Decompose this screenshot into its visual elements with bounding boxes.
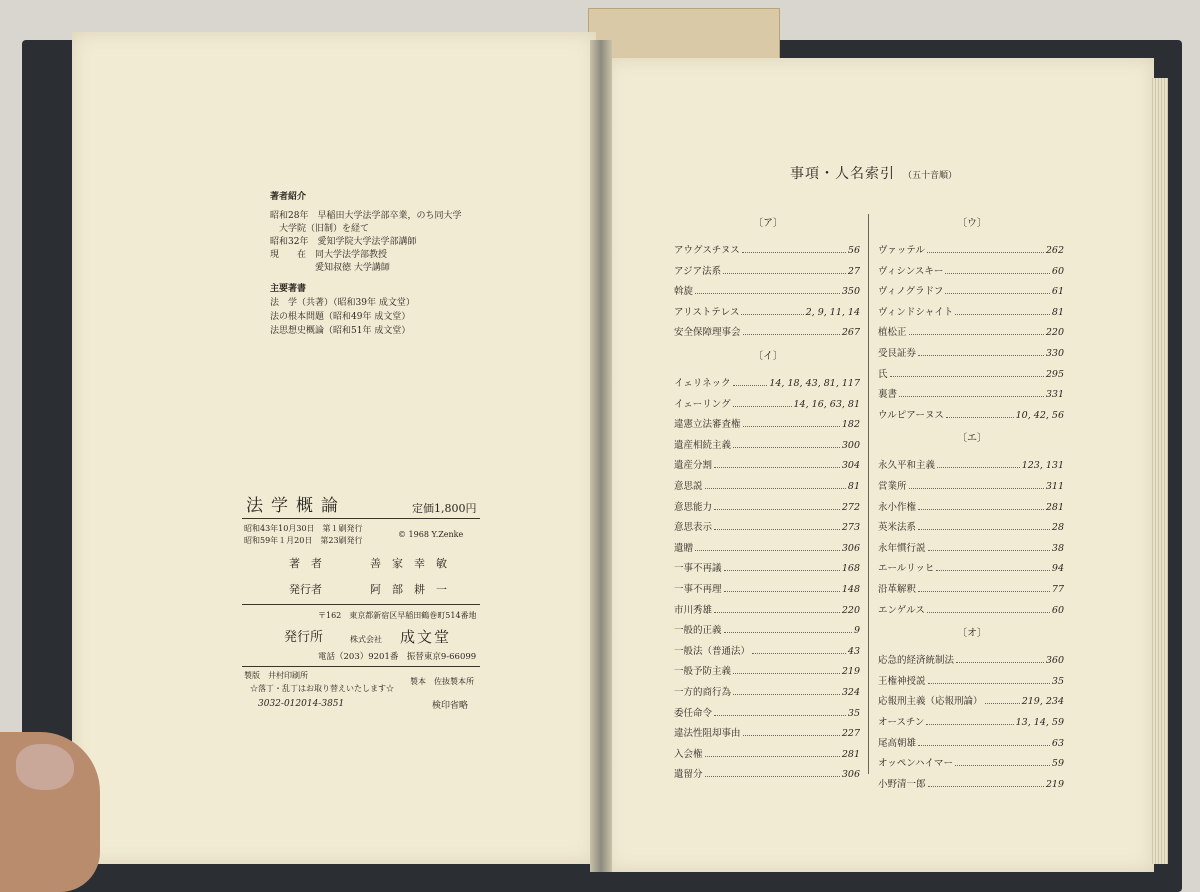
index-entry-term: ウルピアーヌス (878, 409, 944, 421)
index-entry (674, 457, 860, 471)
paper-tabs (588, 8, 780, 62)
index-entry (674, 766, 860, 780)
index-entry-term: アウグスチヌス (674, 245, 740, 256)
index-entry-pages: 220 (841, 604, 860, 616)
leader-dots (956, 662, 1044, 663)
index-entry-pages: 77 (1051, 584, 1064, 595)
leader-dots (918, 591, 1050, 592)
index-entry-pages: 311 (1045, 481, 1064, 492)
index-entry (878, 540, 1064, 554)
leader-dots (926, 724, 1013, 725)
works-line: 法の根本問題（昭和49年 成文堂） (270, 312, 411, 322)
index-entry (878, 304, 1064, 318)
leader-dots (723, 273, 846, 274)
leader-dots (705, 488, 846, 489)
index-entry (674, 622, 860, 636)
index-entry-pages: 220 (1045, 327, 1064, 339)
left-page (72, 32, 596, 864)
isbn: 3032-012014-3851 (258, 699, 345, 709)
page-edges (1150, 78, 1168, 864)
index-entry-pages: 360 (1045, 655, 1064, 667)
index-entry-term: 入会権 (674, 748, 703, 760)
index-entry-term: イェーリング (674, 398, 731, 410)
index-entry-pages: 295 (1045, 368, 1064, 380)
leader-dots (724, 591, 840, 592)
index-entry-pages: 281 (841, 748, 860, 760)
index-entry-term: 小野清一郎 (878, 778, 926, 790)
index-entry-pages: 148 (841, 584, 860, 595)
index-entry-term: イェリネック (674, 378, 731, 389)
leader-dots (918, 355, 1044, 356)
index-entry-term: 一般予防主義 (674, 666, 732, 678)
index-entry-pages: 63 (1051, 737, 1064, 749)
index-entry-pages: 94 (1051, 563, 1064, 575)
leader-dots (733, 694, 840, 695)
index-entry-pages: 61 (1051, 286, 1064, 298)
index-entry-term: 一方的商行為 (674, 687, 732, 698)
leader-dots (742, 252, 846, 253)
index-entry-term: オッペンハイマー (878, 758, 954, 770)
index-entry (878, 283, 1064, 297)
author-label: 著 者 (289, 557, 322, 570)
index-entry (674, 396, 860, 410)
index-entry-term: 営業所 (878, 481, 907, 492)
index-entry (878, 345, 1064, 359)
index-entry (878, 407, 1064, 421)
printer: 製版 井村印刷所 (244, 671, 308, 680)
leader-dots (928, 683, 1050, 684)
colophon-rule (242, 604, 480, 605)
author-intro-line: 愛知叔徳 大学講師 (270, 263, 390, 273)
index-entry-term: エールリッヒ (878, 563, 935, 575)
index-entry-term: 斡旋 (674, 286, 694, 298)
leader-dots (890, 376, 1044, 377)
index-title: 事項・人名索引 (790, 166, 895, 182)
notice: ☆落丁・乱丁はお取り替えいたします☆ (250, 684, 394, 693)
index-entry (674, 602, 860, 616)
leader-dots (705, 776, 840, 777)
index-entry-pages: 60 (1051, 604, 1064, 616)
author-intro-line: 大学院（旧制）を経て (270, 224, 370, 234)
index-entry-term: 応報刑主義（応報刑論） (878, 696, 983, 708)
index-entry (674, 478, 860, 492)
colophon-rule (242, 666, 480, 667)
index-entry (674, 560, 860, 574)
index-entry-pages: 2, 9, 11, 14 (805, 306, 860, 318)
index-entry-pages: 273 (841, 522, 860, 534)
index-entry (878, 499, 1064, 513)
index-entry-term: 尾高朝雄 (878, 737, 917, 749)
index-entry-term: 氏 (878, 368, 888, 380)
index-entry-pages: 182 (841, 419, 860, 431)
leader-dots (714, 467, 840, 468)
publisher-label: 発行所 (284, 630, 324, 645)
leader-dots (918, 745, 1050, 746)
leader-dots (946, 417, 1014, 418)
index-entry (878, 755, 1064, 769)
index-entry-term: エンゲルス (878, 604, 925, 616)
leader-dots (945, 293, 1050, 294)
index-entry-term: 受艮証券 (878, 348, 917, 359)
leader-dots (936, 570, 1049, 571)
index-entry (878, 457, 1064, 471)
leader-dots (733, 447, 840, 448)
index-entry (674, 581, 860, 595)
leader-dots (918, 529, 1050, 530)
colophon-title: 法学概論 (246, 496, 346, 516)
index-entry-term: 市川秀雄 (674, 604, 713, 616)
index-entry-pages: 60 (1051, 265, 1064, 277)
index-entry (674, 263, 860, 277)
index-entry-pages: 306 (841, 769, 860, 781)
index-entry-pages: 227 (841, 728, 860, 740)
index-entry-pages: 81 (847, 481, 860, 492)
index-section-header: 〔エ〕 (957, 433, 987, 445)
leader-dots (705, 756, 840, 757)
author-name: 善 家 幸 敏 (370, 557, 447, 570)
index-entry-term: 安全保障理事会 (674, 327, 741, 339)
leader-dots (714, 509, 840, 510)
index-entry-term: アリストテレス (674, 306, 740, 318)
leader-dots (743, 735, 840, 736)
index-entry (674, 540, 860, 554)
index-entry-term: 意思能力 (674, 501, 713, 513)
leader-dots (733, 385, 768, 386)
index-entry (878, 714, 1064, 728)
index-entry-term: オースチン (878, 717, 925, 728)
index-entry-pages: 219, 234 (1021, 696, 1064, 708)
index-subtitle: （五十音順） (903, 171, 958, 181)
index-entry-term: 遺産分割 (674, 460, 713, 472)
leader-dots (695, 293, 840, 294)
address: 〒162 東京都新宿区早稲田鶴巻町514番地 (318, 611, 477, 620)
index-entry-term: ヴィシンスキー (878, 265, 944, 277)
index-entry-term: 応急的経済統制法 (878, 655, 955, 667)
index-entry-pages: 219 (841, 666, 860, 678)
index-entry-term: 意思説 (674, 481, 703, 492)
index-entry-pages: 123, 131 (1021, 460, 1064, 472)
index-entry-term: ヴィノグラドフ (878, 286, 944, 298)
leader-dots (695, 550, 840, 551)
publisher-person-label: 発行者 (289, 583, 322, 596)
index-entry-term: 違法性阻却事由 (674, 728, 741, 740)
leader-dots (724, 632, 852, 633)
leader-dots (743, 334, 840, 335)
leader-dots (714, 715, 846, 716)
index-entry (878, 324, 1064, 338)
index-entry (674, 283, 860, 297)
index-entry-pages: 13, 14, 59 (1015, 717, 1064, 728)
index-entry-pages: 14, 16, 63, 81 (793, 398, 860, 410)
index-entry-term: 一般的正義 (674, 625, 722, 637)
leader-dots (945, 273, 1049, 274)
index-entry-term: 王権神授説 (878, 675, 926, 687)
index-entry-pages: 9 (853, 625, 860, 637)
leader-dots (909, 334, 1044, 335)
index-entry-term: 一事不再理 (674, 584, 722, 595)
index-entry (878, 263, 1064, 277)
index-entry (878, 693, 1064, 707)
author-intro-heading: 著者紹介 (270, 192, 307, 202)
index-section-header: 〔オ〕 (957, 628, 987, 640)
edition-line: 昭和43年10月30日 第１刷発行 (244, 524, 363, 533)
index-entry (878, 519, 1064, 533)
index-entry (674, 725, 860, 739)
index-entry-pages: 262 (1045, 245, 1064, 256)
index-entry (674, 304, 860, 318)
index-entry-term: 遺留分 (674, 769, 703, 781)
leader-dots (928, 786, 1044, 787)
index-entry-pages: 59 (1051, 758, 1064, 770)
index-entry-pages: 10, 42, 56 (1015, 409, 1064, 421)
index-entry (878, 386, 1064, 400)
leader-dots (985, 703, 1020, 704)
index-entry-pages: 35 (1051, 675, 1064, 687)
index-entry-term: 意思表示 (674, 522, 713, 534)
index-entry-term: ヴァッテル (878, 245, 925, 256)
leader-dots (937, 467, 1020, 468)
phone: 電話（203）9201番 振替東京9-66099 (318, 652, 477, 662)
price: 定価1,800円 (412, 502, 477, 515)
index-entry-pages: 219 (1045, 778, 1064, 790)
index-entry (878, 652, 1064, 666)
index-entry-pages: 281 (1045, 501, 1064, 513)
index-section-header: 〔ア〕 (753, 218, 783, 229)
index-entry-pages: 56 (847, 245, 860, 256)
index-entry-term: 永久平和主義 (878, 460, 936, 472)
author-intro-line: 昭和32年 愛知学院大学法学部講師 (270, 237, 417, 247)
index-entry-term: 遺産相続主義 (674, 439, 732, 451)
index-entry (674, 324, 860, 338)
index-entry (674, 416, 860, 430)
index-entry (878, 776, 1064, 790)
index-entry (878, 602, 1064, 616)
index-entry-pages: 27 (847, 265, 860, 277)
index-entry (878, 366, 1064, 380)
index-entry-term: 沿革解釈 (878, 584, 917, 595)
leader-dots (752, 653, 846, 654)
leader-dots (927, 612, 1050, 613)
index-entry-term: 永年慣行説 (878, 542, 926, 554)
leader-dots (899, 396, 1044, 397)
index-entry (674, 746, 860, 760)
edition-line: 昭和59年１月20日 第23刷発行 (244, 536, 363, 545)
index-section-header: 〔ウ〕 (957, 218, 987, 229)
index-entry-pages: 324 (841, 687, 860, 698)
book-gutter (590, 40, 612, 872)
leader-dots (743, 426, 840, 427)
index-entry (878, 242, 1064, 256)
works-line: 法思想史概論（昭和51年 成文堂） (270, 326, 411, 336)
index-entry-pages: 330 (1045, 348, 1064, 359)
publisher-person: 阿 部 耕 一 (370, 583, 447, 596)
index-entry (674, 519, 860, 533)
index-entry-pages: 272 (841, 501, 860, 513)
author-intro-line: 昭和28年 早稲田大学法学部卒業，のち同大学 (270, 211, 462, 221)
index-entry-pages: 306 (841, 542, 860, 554)
index-entry-term: アジア法系 (674, 265, 722, 277)
index-entry-term: 一事不再議 (674, 563, 722, 575)
index-entry (878, 581, 1064, 595)
index-entry-term: 違憲立法審査権 (674, 419, 741, 431)
thumbnail-nail (16, 744, 74, 790)
index-entry-pages: 35 (847, 707, 860, 719)
colophon-rule (242, 518, 480, 519)
leader-dots (714, 612, 840, 613)
index-entry (674, 437, 860, 451)
leader-dots (714, 529, 840, 530)
index-entry (674, 663, 860, 677)
leader-dots (928, 550, 1050, 551)
leader-dots (741, 314, 803, 315)
index-entry-pages: 300 (841, 439, 860, 451)
index-entry-term: 委任命令 (674, 707, 713, 719)
index-entry-pages: 304 (841, 460, 860, 472)
leader-dots (955, 314, 1050, 315)
index-entry-term: 永小作権 (878, 501, 917, 513)
binder: 製本 佐抜製本所 (410, 677, 474, 686)
publisher-name: 成文堂 (400, 628, 452, 646)
index-entry-pages: 14, 18, 43, 81, 117 (769, 378, 860, 389)
index-entry (674, 499, 860, 513)
leader-dots (927, 252, 1044, 253)
index-entry-term: 一般法（普通法） (674, 645, 751, 657)
index-entry-term: ヴィンドシャイト (878, 306, 954, 318)
index-entry (674, 684, 860, 698)
author-intro-line: 現 在 同大学法学部教授 (270, 250, 388, 260)
index-entry-pages: 331 (1045, 389, 1064, 401)
index-entry-pages: 28 (1051, 522, 1064, 534)
index-section-header: 〔イ〕 (753, 351, 783, 362)
index-entry-pages: 350 (841, 286, 860, 298)
company-type: 株式会社 (350, 635, 382, 644)
index-entry (878, 478, 1064, 492)
leader-dots (733, 673, 840, 674)
column-divider (868, 214, 869, 774)
leader-dots (909, 488, 1044, 489)
index-entry-term: 英米法系 (878, 522, 917, 534)
index-entry (674, 643, 860, 657)
index-entry (878, 673, 1064, 687)
leader-dots (955, 765, 1050, 766)
index-entry-pages: 168 (841, 563, 860, 575)
index-entry-pages: 43 (847, 645, 860, 657)
index-entry-pages: 267 (841, 327, 860, 339)
index-entry (674, 705, 860, 719)
index-entry (674, 242, 860, 256)
leader-dots (733, 406, 792, 407)
index-entry-term: 遺贈 (674, 542, 694, 554)
index-entry-pages: 38 (1051, 542, 1064, 554)
leader-dots (724, 570, 840, 571)
index-entry (878, 735, 1064, 749)
index-entry-term: 植松正 (878, 327, 907, 339)
seal: 検印省略 (432, 701, 469, 711)
copyright: © 1968 Y.Zenke (398, 530, 464, 539)
works-heading: 主要著書 (270, 284, 307, 294)
index-entry (674, 375, 860, 389)
works-line: 法 学（共著）（昭和39年 成文堂） (270, 298, 415, 308)
leader-dots (918, 509, 1044, 510)
index-entry (878, 560, 1064, 574)
index-entry-term: 裏書 (878, 389, 898, 401)
index-entry-pages: 81 (1051, 306, 1064, 318)
